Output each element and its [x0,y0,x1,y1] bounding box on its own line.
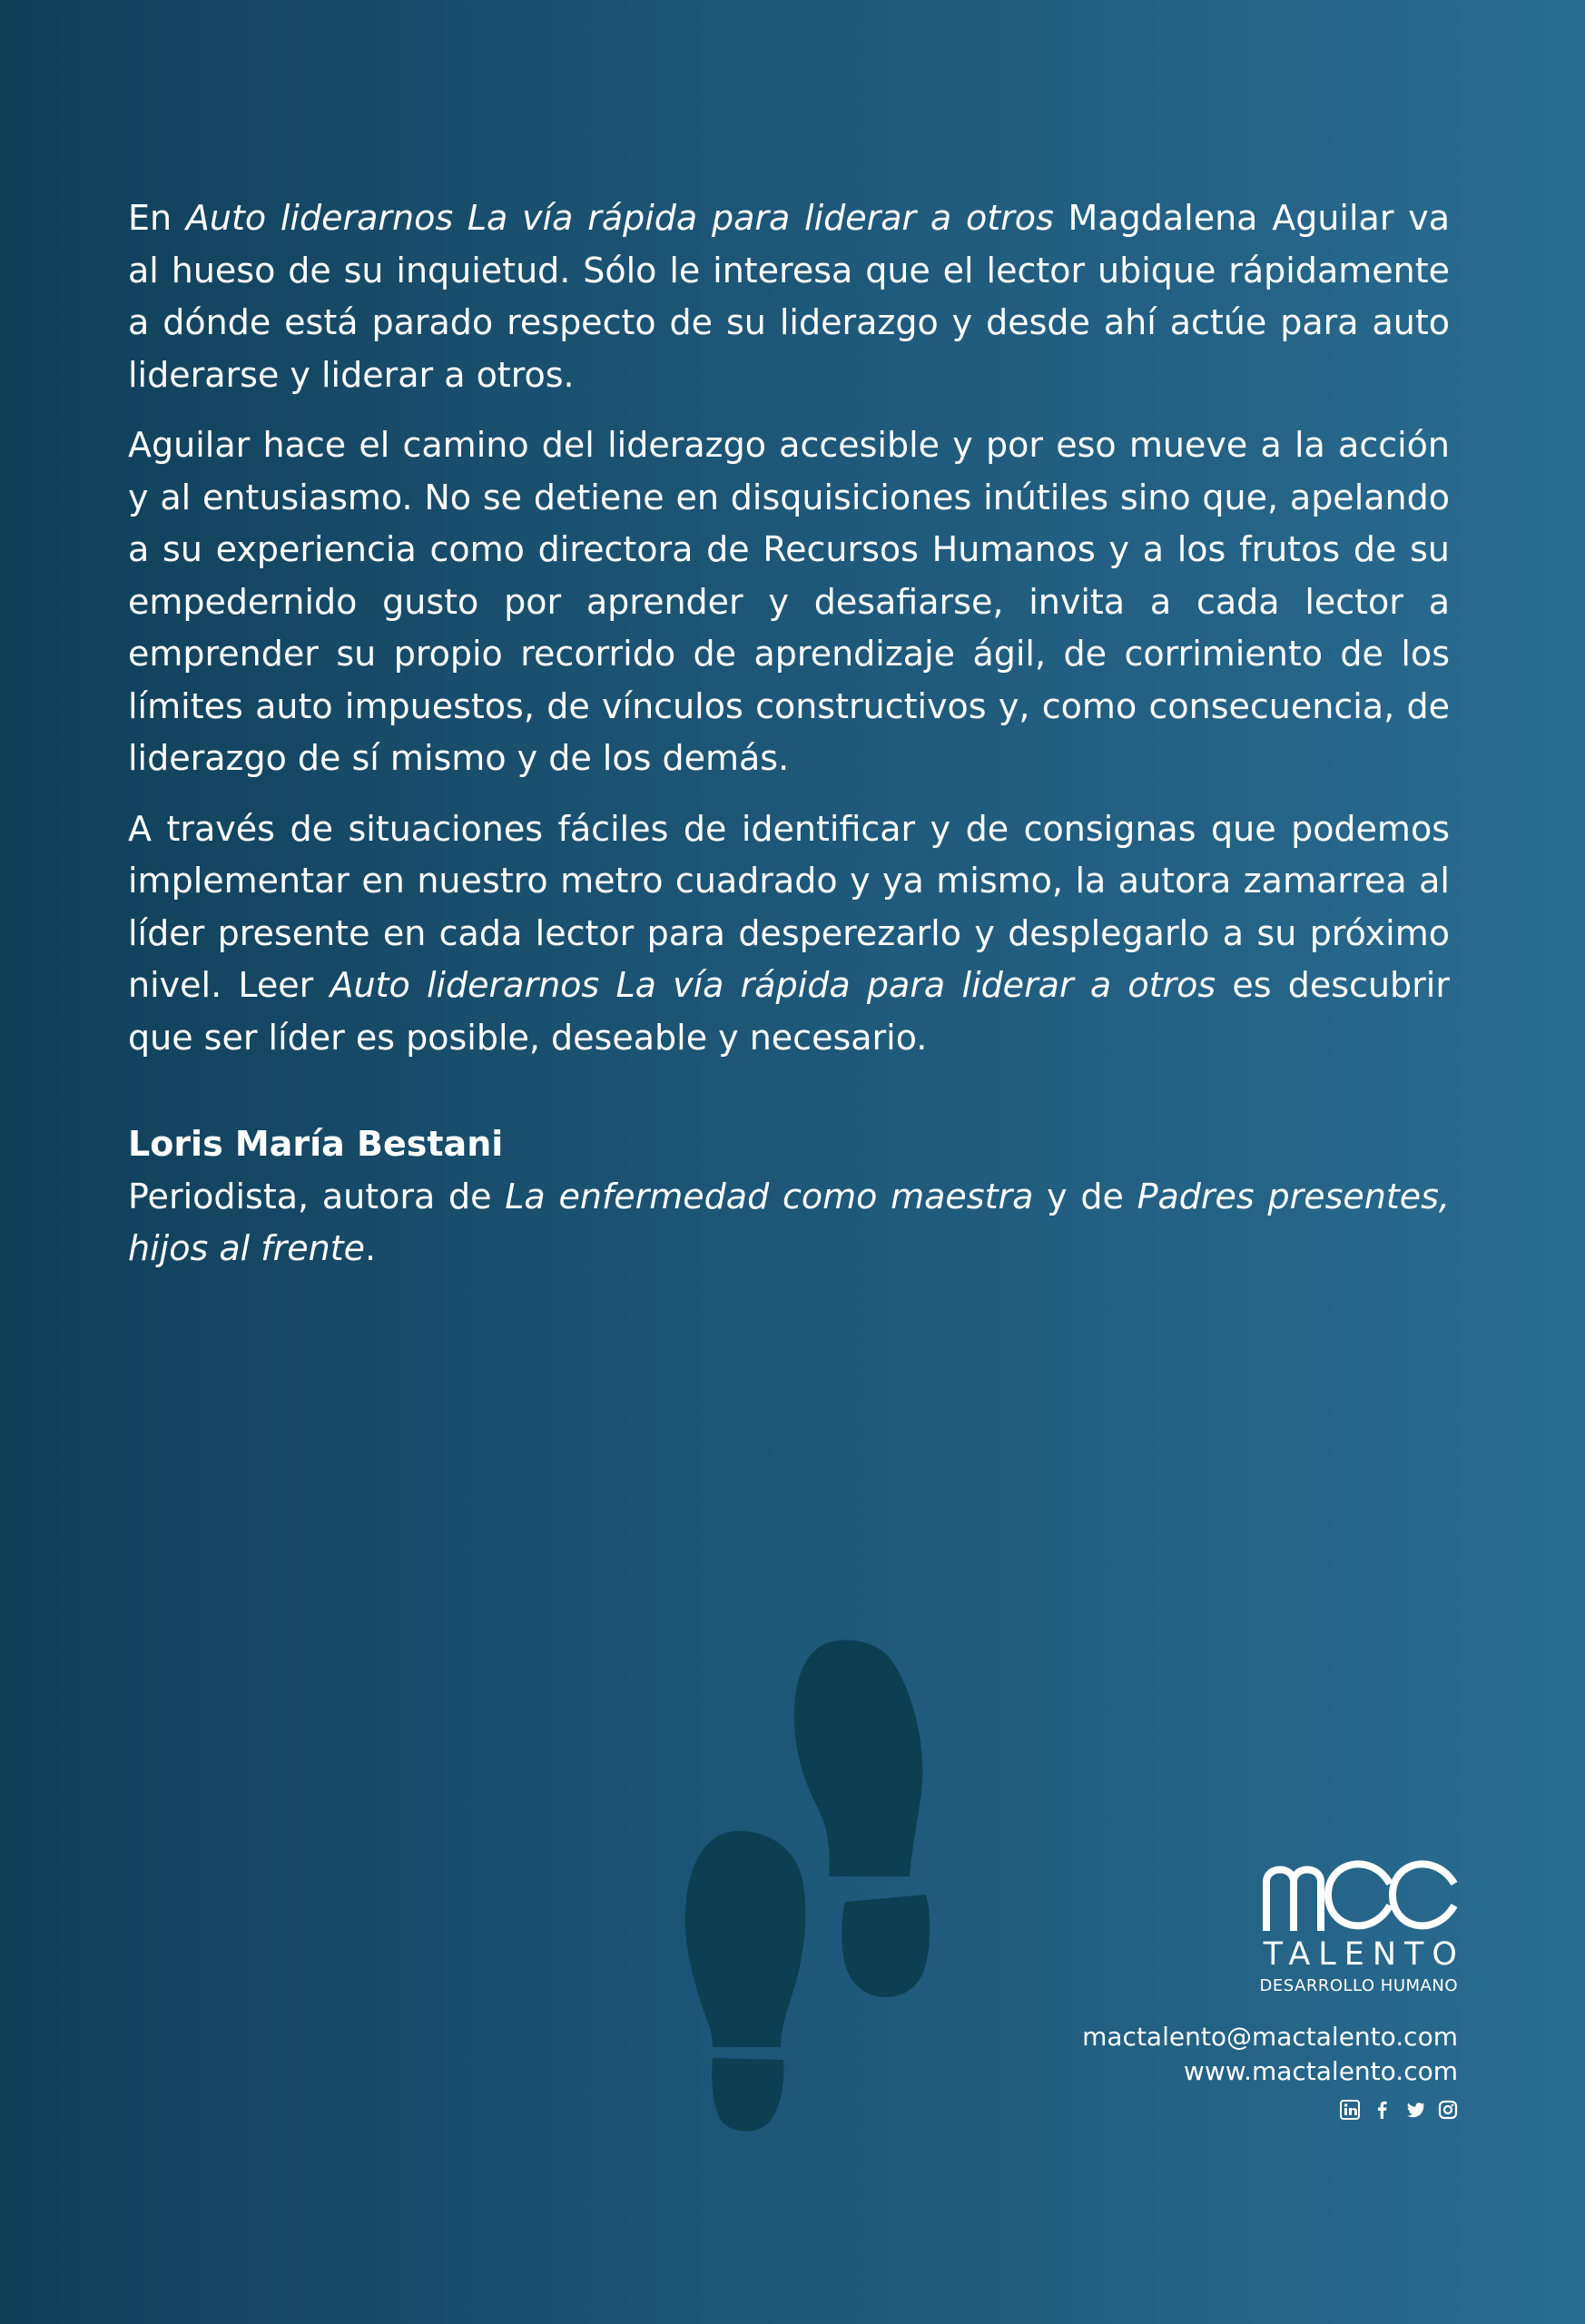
italic-title-text: Auto liderarnos La vía rápida para liderar a otros [185,198,1054,238]
text-run: es descubrir que ser líder es posible, deseable y necesario. [128,965,1450,1058]
italic-title-text: Auto liderarnos La vía rápida para liderar a otros [330,965,1216,1005]
signature-block [128,1118,1450,1275]
instagram-icon[interactable] [1438,2100,1458,2120]
facebook-icon[interactable] [1373,2100,1393,2120]
right-shoe-sole [794,1640,923,1876]
paragraph-1 [128,192,1450,401]
contact-email[interactable]: mactalento@mactalento.com [1082,2022,1458,2052]
contact-website[interactable]: www.mactalento.com [1183,2056,1458,2086]
text-run: En [128,198,186,238]
italic-title-text: La enfermedad como maestra [505,1176,1034,1216]
text-run: . [365,1228,377,1268]
text-run: A través de situaciones fáciles de identificar y de consignas que podemos implementar en nuestro metro cuadrado y ya mismo, la autora zamarrea al líder presente en cada lector para desperezarlo y desplegarlo a su próximo nivel. Leer [128,808,1450,1005]
social-icons [986,2100,1458,2120]
publisher-brand [986,1856,1465,2120]
linkedin-icon[interactable] [1340,2100,1360,2120]
twitter-icon[interactable] [1405,2100,1425,2120]
brand-name: TALENTO [1263,1936,1465,1973]
author-name: Loris María Bestani [128,1124,504,1164]
mac-logo-icon [1263,1856,1458,1931]
left-shoe-heel [712,2058,783,2132]
text-run: y de [1033,1176,1137,1216]
left-shoe-sole [685,1831,806,2047]
author-bio [128,1171,1450,1275]
text-run: Magdalena Aguilar va al hueso de su inquietud. Sólo le interesa que el lector ubique rápidamente a dónde está parado respecto de su liderazgo y desde ahí actúe para auto liderarse y liderar a otros. [128,198,1450,395]
right-shoe-heel [842,1895,930,1997]
back-cover-text [128,192,1450,1064]
brand-tagline: DESARROLLO HUMANO [1259,1976,1458,1995]
paragraph-2 [128,419,1450,785]
italic-title-text: Padres presentes, hijos al frente [128,1176,1450,1268]
footprints-icon [676,1639,935,2133]
paragraph-3 [128,803,1450,1065]
text-run: Aguilar hace el camino del liderazgo accesible y por eso mueve a la acción y al entusiasmo. No se detiene en disquisiciones inútiles sino que, apelando a su experiencia como directora de Recursos Humanos y a los frutos de su empedernido gusto por aprender y desafiarse, invita a cada lector a emprender su propio recorrido de aprendizaje ágil, de corrimiento de los límites auto impuestos, de vínculos constructivos y, como consecuencia, de liderazgo de sí mismo y de los demás. [128,425,1450,778]
text-run: Periodista, autora de [128,1176,506,1216]
